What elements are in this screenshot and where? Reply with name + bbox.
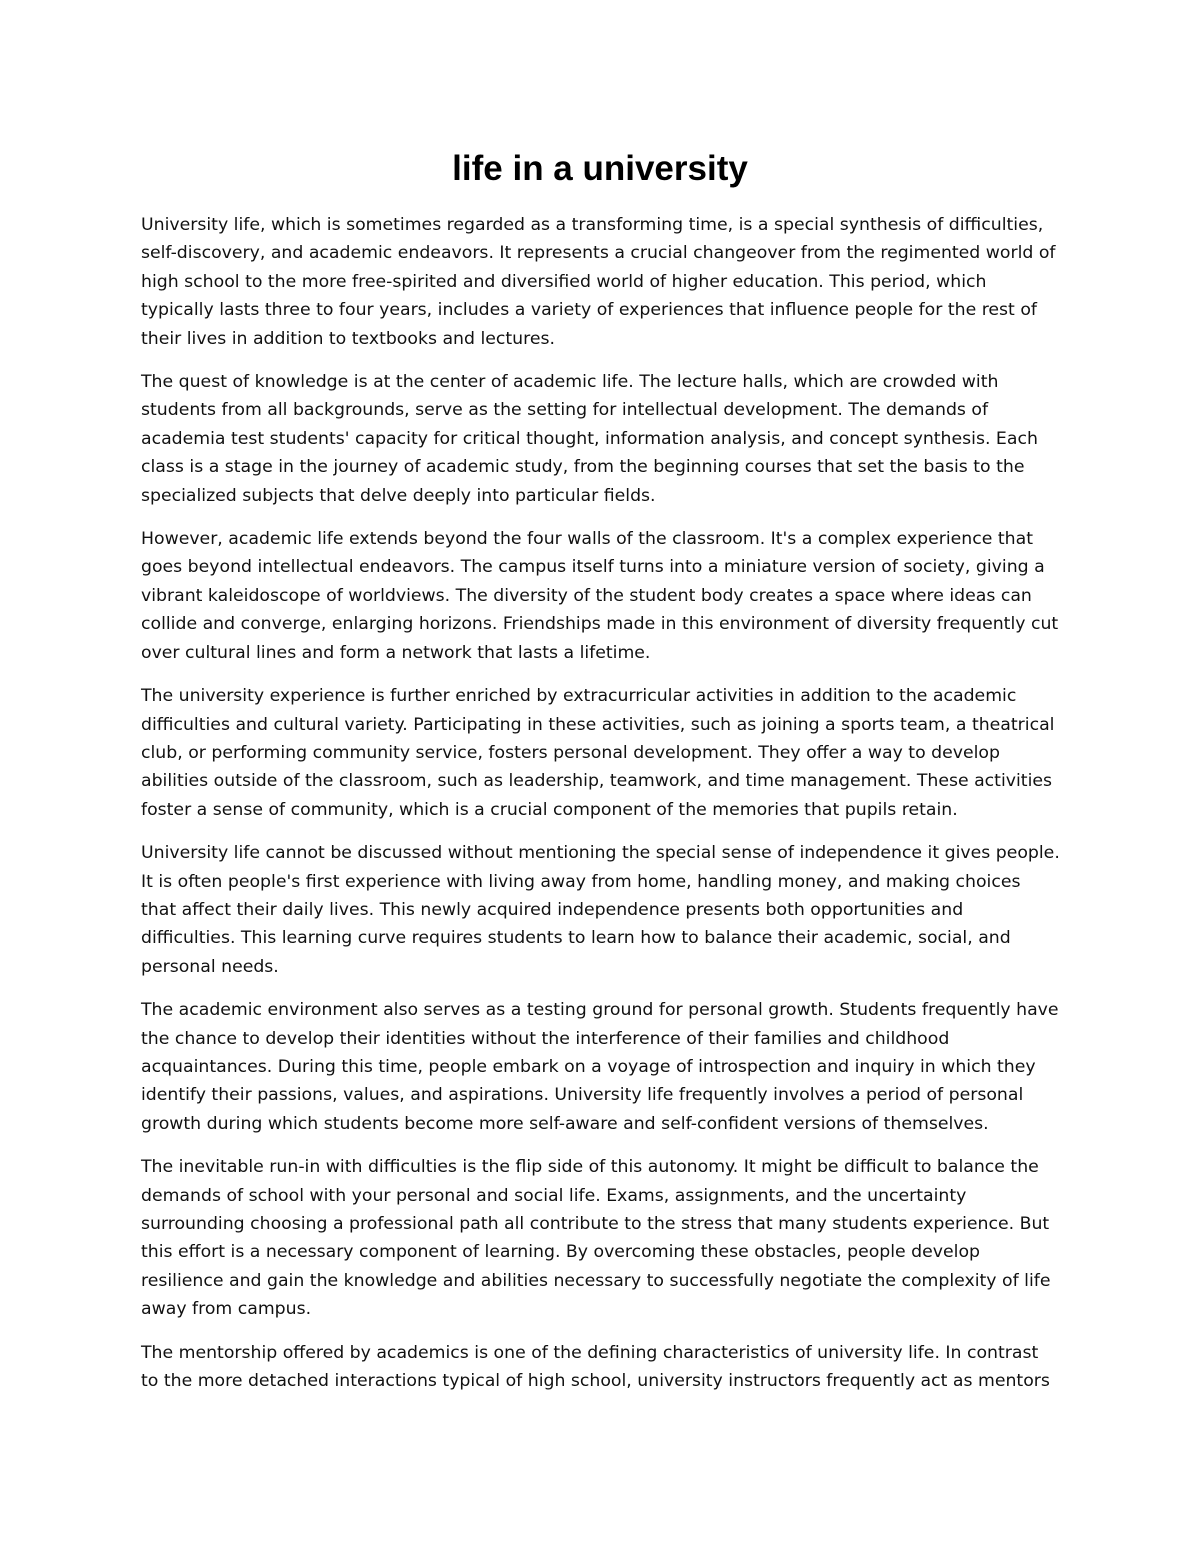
document-title: life in a university <box>452 149 748 188</box>
paragraph-8: The mentorship offered by academics is one of the defining characteristics of university life. In contrast to the more detached interactions typical of high school, university instructors frequently act as mentors <box>141 1342 1050 1392</box>
paragraph-1: University life, which is sometimes regarded as a transforming time, is a special synthesis of difficulties, self-discovery, and academic endeavors. It represents a crucial changeover from the regimented world of high school to the more free-spirited and diversified world of higher education. This period, which typically lasts three to four years, includes a variety of experiences that influence people for the rest of their lives in addition to textbooks and lectures. <box>141 215 1056 349</box>
paragraph-5: University life cannot be discussed without mentioning the special sense of independence it gives people. It is often people's first experience with living away from home, handling money, and making choices that affect their daily lives. This newly acquired independence presents both opportunities and difficulties. This learning curve requires students to learn how to balance their academic, social, and personal needs. <box>141 843 1060 977</box>
paragraph-3: However, academic life extends beyond the four walls of the classroom. It's a complex experience that goes beyond intellectual endeavors. The campus itself turns into a miniature version of society, giving a vibrant kaleidoscope of worldviews. The diversity of the student body creates a space where ideas can collide and converge, enlarging horizons. Friendships made in this environment of diversity frequently cut over cultural lines and form a network that lasts a lifetime. <box>141 529 1059 663</box>
paragraph-6: The academic environment also serves as a testing ground for personal growth. Students frequently have the chance to develop their identities without the interference of their families and childhood acquaintances. During this time, people embark on a voyage of introspection and inquiry in which they identify their passions, values, and aspirations. University life frequently involves a period of personal growth during which students become more self-aware and self-confident versions of themselves. <box>141 1000 1059 1134</box>
paragraph-7: The inevitable run-in with difficulties is the flip side of this autonomy. It might be difficult to balance the demands of school with your personal and social life. Exams, assignments, and the uncertainty surrounding choosing a professional path all contribute to the stress that many students experience. But this effort is a necessary component of learning. By overcoming these obstacles, people develop resilience and gain the knowledge and abilities necessary to successfully negotiate the complexity of life away from campus. <box>141 1157 1051 1320</box>
document-body <box>141 211 1061 1395</box>
paragraph-2: The quest of knowledge is at the center of academic life. The lecture halls, which are crowded with students from all backgrounds, serve as the setting for intellectual development. The demands of academia test students' capacity for critical thought, information analysis, and concept synthesis. Each class is a stage in the journey of academic study, from the beginning courses that set the basis to the specialized subjects that delve deeply into particular fields. <box>141 372 1038 506</box>
paragraph-4: The university experience is further enriched by extracurricular activities in addition to the academic difficulties and cultural variety. Participating in these activities, such as joining a sports team, a theatrical club, or performing community service, fosters personal development. They offer a way to develop abilities outside of the classroom, such as leadership, teamwork, and time management. These activities foster a sense of community, which is a crucial component of the memories that pupils retain. <box>141 686 1055 820</box>
